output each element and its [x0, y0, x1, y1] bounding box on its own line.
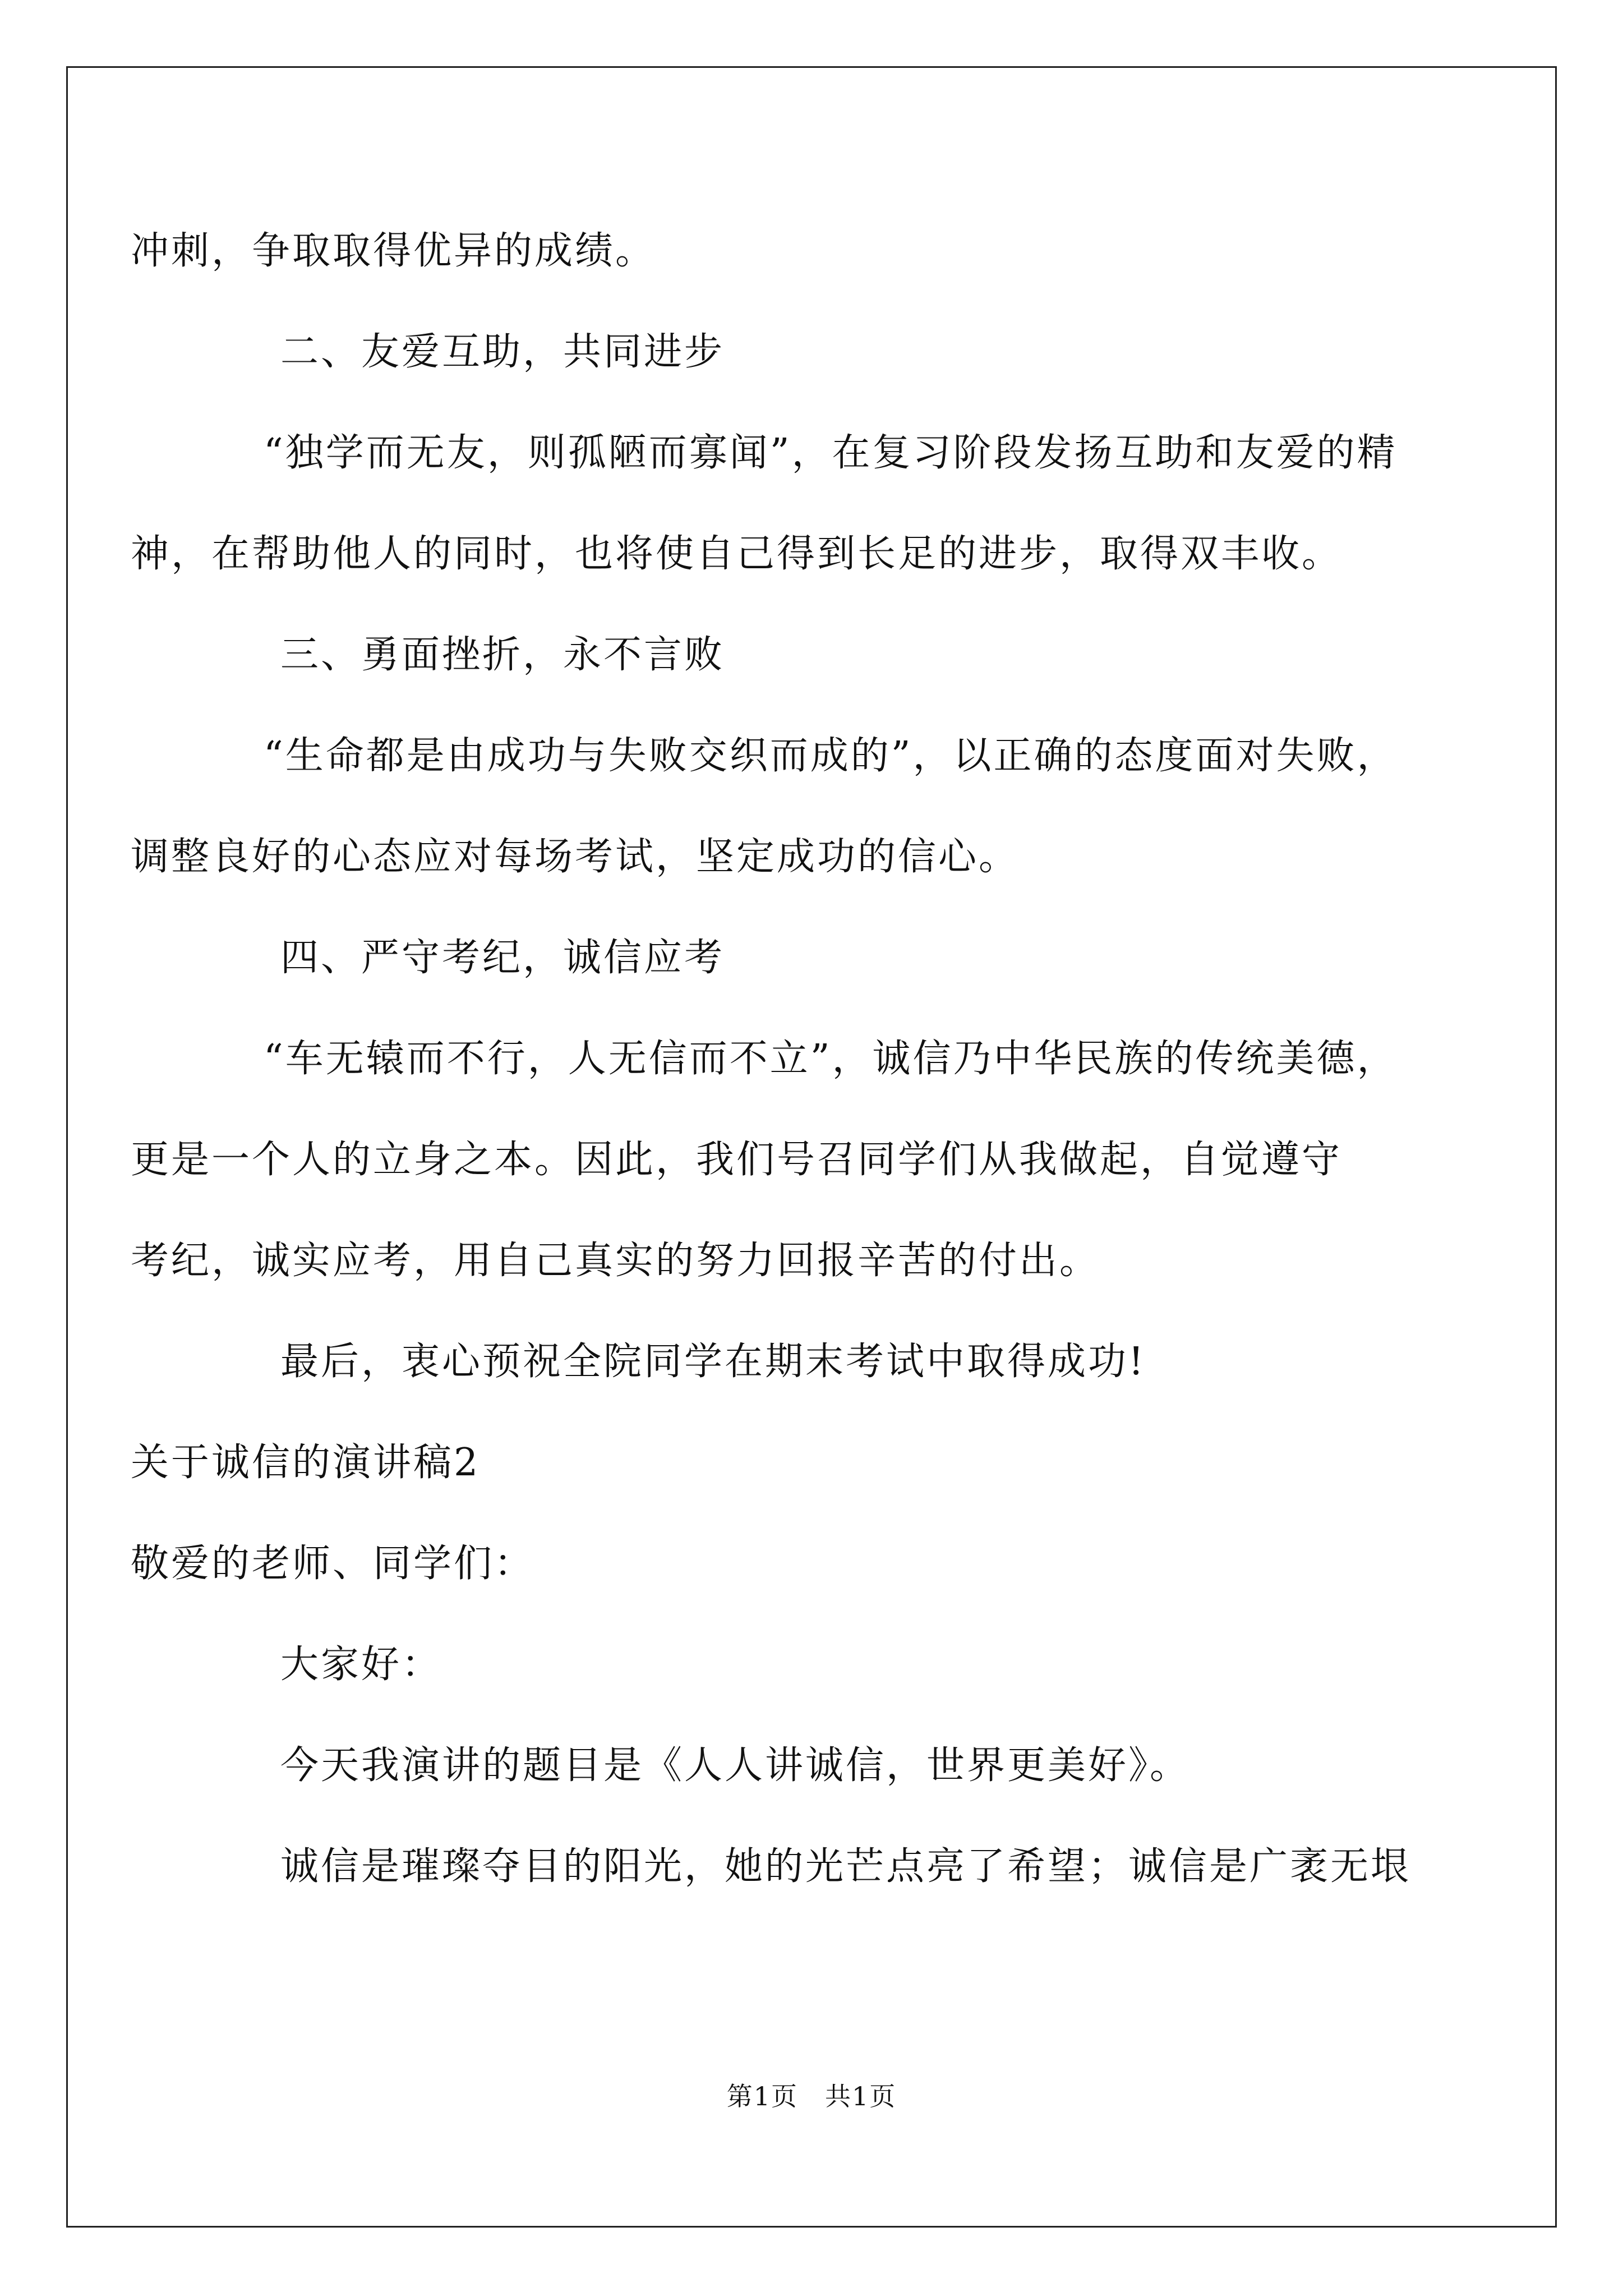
text-line: 更是一个人的立身之本。因此，我们号召同学们从我做起，自觉遵守	[131, 1138, 1343, 1182]
section-heading: 三、勇面挫折，永不言败	[280, 633, 725, 677]
text-line: 冲刺，争取取得优异的成绩。	[131, 229, 656, 273]
greeting: 大家好：	[280, 1642, 442, 1687]
text-line: “独学而无友，则孤陋而寡闻”，在复习阶段发扬互助和友爱的精	[264, 431, 1398, 475]
page-number: 第1页 共1页	[726, 2081, 897, 2111]
section-heading: 四、严守考纪，诚信应考	[280, 936, 725, 980]
text-line: 考纪，诚实应考，用自己真实的努力回报辛苦的付出。	[131, 1239, 1100, 1283]
text-line: “车无辕而不行，人无信而不立”，诚信乃中华民族的传统美德，	[264, 1037, 1398, 1081]
text-line: “生命都是由成功与失败交织而成的”，以正确的态度面对失败，	[264, 734, 1398, 778]
text-line: 今天我演讲的题目是《人人讲诚信，世界更美好》。	[280, 1743, 1191, 1788]
speech-title: 关于诚信的演讲稿2	[131, 1441, 481, 1485]
text-line: 诚信是璀璨夺目的阳光，她的光芒点亮了希望；诚信是广袤无垠	[280, 1844, 1412, 1889]
text-line: 调整良好的心态应对每场考试，坚定成功的信心。	[131, 835, 1020, 879]
text-line: 神，在帮助他人的同时，也将使自己得到长足的进步，取得双丰收。	[131, 532, 1343, 576]
text-line: 最后，衷心预祝全院同学在期末考试中取得成功!	[280, 1340, 1146, 1384]
section-heading: 二、友爱互助，共同进步	[280, 330, 725, 374]
salutation: 敬爱的老师、同学们：	[131, 1542, 535, 1586]
